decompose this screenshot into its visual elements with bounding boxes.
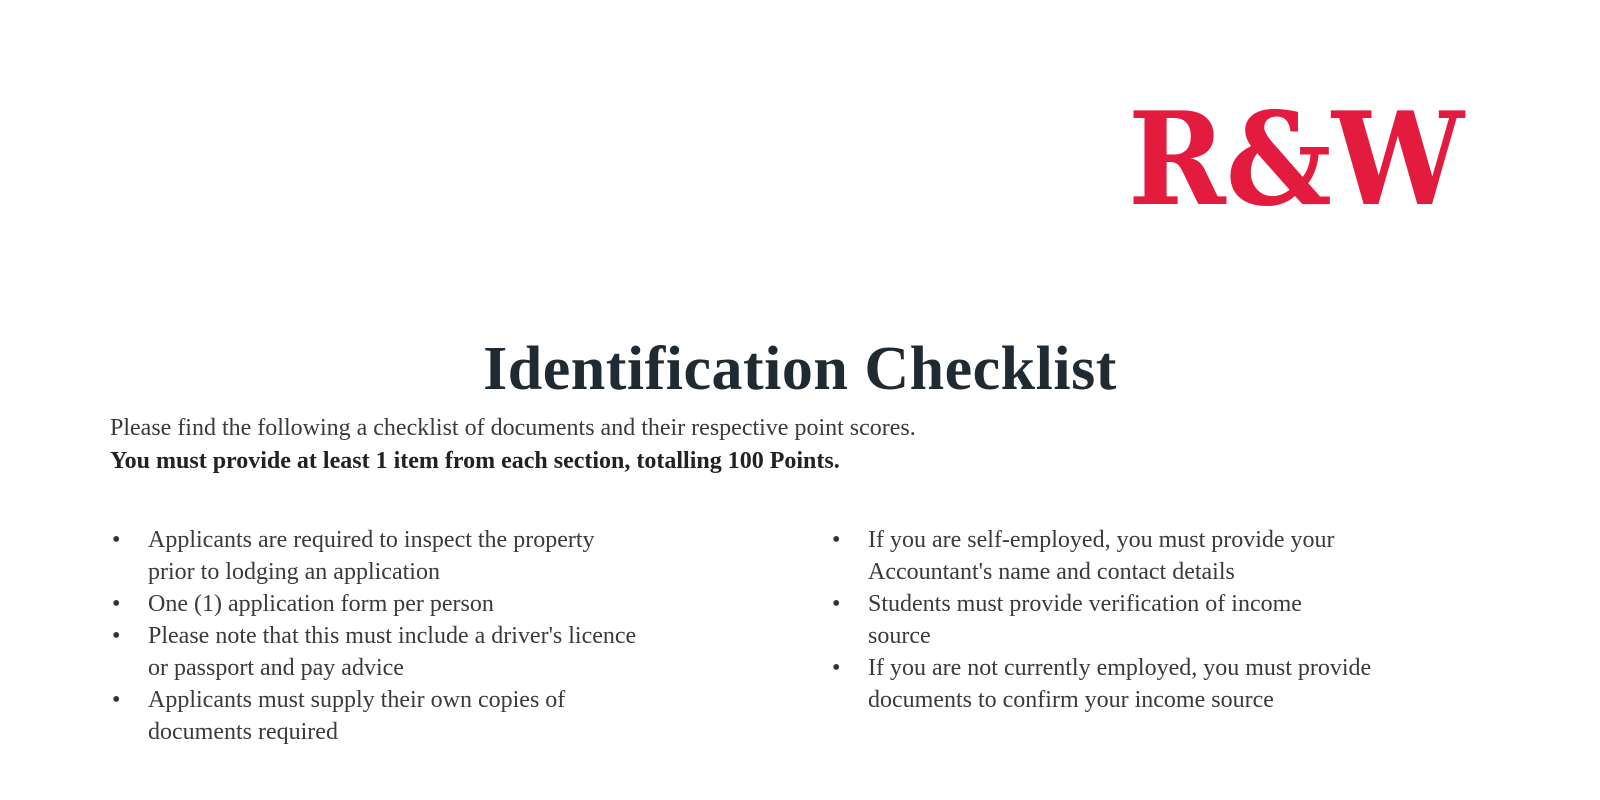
page-title: Identification Checklist — [483, 334, 1117, 403]
list-item-text: • Please note that this must include a driver's licence — [148, 623, 637, 649]
list-item-text: • If you are not currently employed, you must provide — [868, 655, 1372, 681]
list-item — [830, 524, 1371, 588]
rw-logo — [1126, 96, 1466, 216]
list-item-text: or passport and pay advice — [148, 655, 404, 681]
list-item — [110, 588, 636, 620]
list-item — [830, 588, 1371, 652]
svg-text:R&W: R&W — [1128, 96, 1466, 216]
requirement-text: You must provide at least 1 item from each section, totalling 100 Points. — [110, 448, 840, 474]
list-item-text: prior to lodging an application — [148, 559, 440, 585]
list-item-text: documents to confirm your income source — [868, 687, 1274, 713]
list-item-text: • Applicants are required to inspect the property — [148, 527, 595, 553]
list-item — [110, 524, 636, 588]
list-item-text: • Students must provide verification of income — [868, 591, 1302, 617]
list-item-text: • One (1) application form per person — [148, 591, 494, 617]
left-checklist — [110, 524, 636, 748]
list-item-text: Accountant's name and contact details — [868, 559, 1235, 585]
intro-text: Please find the following a checklist of documents and their respective point scores. — [110, 415, 916, 441]
list-item-text: • Applicants must supply their own copies of — [148, 687, 566, 713]
right-checklist — [830, 524, 1371, 716]
list-item-text: source — [868, 623, 931, 649]
intro — [110, 412, 916, 478]
list-item — [110, 620, 636, 684]
list-item-text: • If you are self-employed, you must provide your — [868, 527, 1335, 553]
list-item — [830, 652, 1371, 716]
list-item-text: documents required — [148, 719, 338, 745]
list-item — [110, 684, 636, 748]
